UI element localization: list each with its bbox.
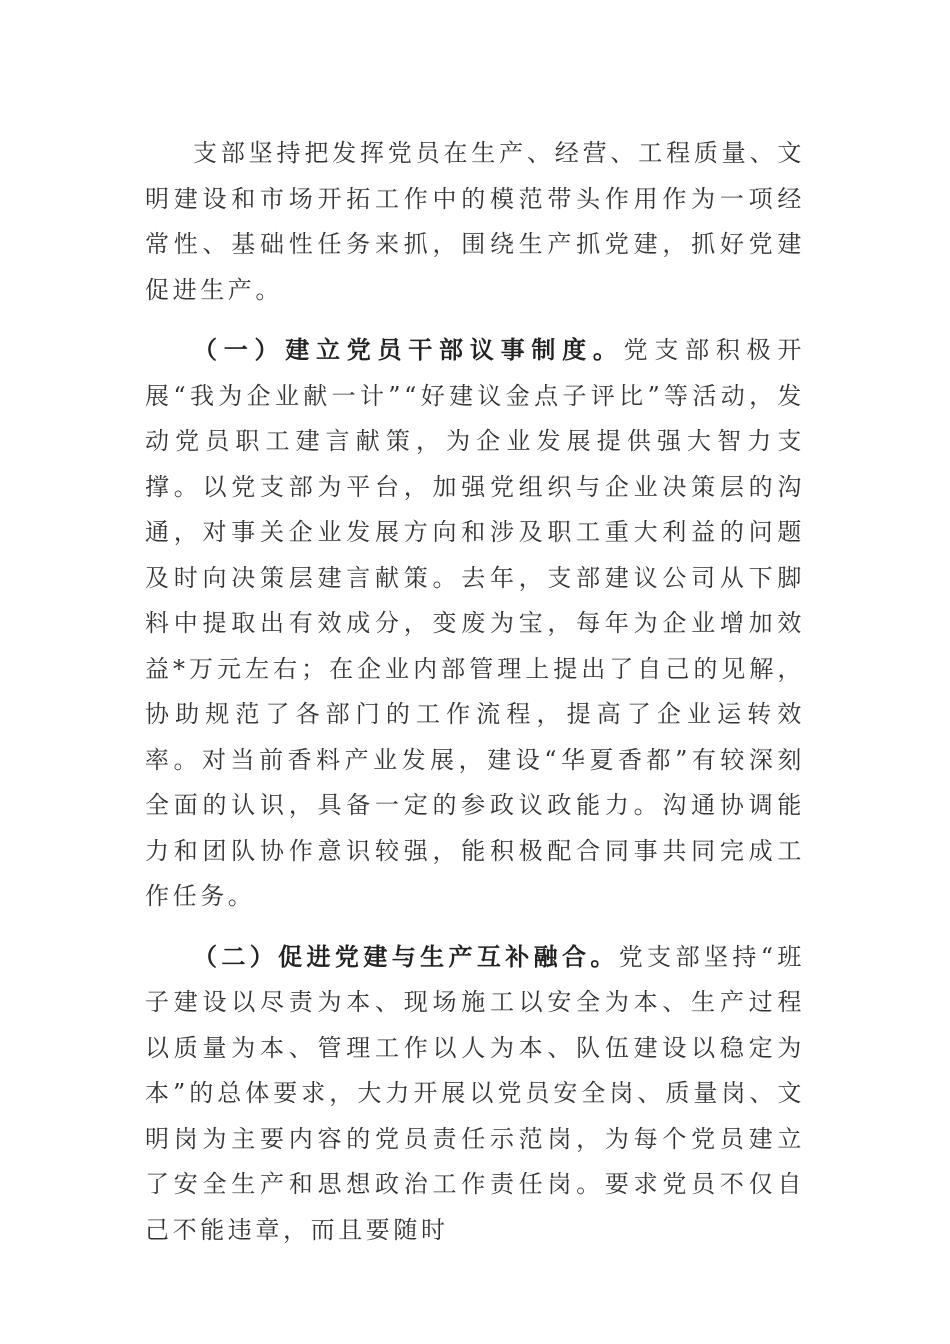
paragraph-intro	[145, 131, 805, 313]
paragraph-body: 支部坚持把发挥党员在生产、经营、工程质量、文明建设和市场开拓工作中的模范带头作用作为一项经常性、基础性任务来抓，围绕生产抓党建，抓好党建促进生产。	[145, 139, 805, 304]
paragraph-body: 党支部积极开展“我为企业献一计”“好建议金点子评比”等活动，发动党员职工建言献策，为企业发展提供强大智力支撑。以党支部为平台，加强党组织与企业决策层的沟通，对事关企业发展方向和涉及职工重大利益的问题及时向决策层建言献策。去年，支部建议公司从下脚料中提取出有效成分，变废为宝，每年为企业增加效益*万元左右；在企业内部管理上提出了自己的见解，协助规范了各部门的工作流程，提高了企业运转效率。对当前香料产业发展，建设“华夏香都”有较深刻全面的认识，具备一定的参政议政能力。沟通协调能力和团队协作意识较强，能积极配合同事共同完成工作任务。	[145, 336, 805, 910]
paragraph-body: 党支部坚持“班子建设以尽责为本、现场施工以安全为本、生产过程以质量为本、管理工作以人为本、队伍建设以稳定为本”的总体要求，大力开展以党员安全岗、质量岗、文明岗为主要内容的党员责任示范岗，为每个党员建立了安全生产和思想政治工作责任岗。要求党员不仅自己不能违章，而且要随时	[145, 942, 805, 1244]
paragraph-section-1	[145, 328, 805, 920]
section-heading: （一）建立党员干部议事制度。	[193, 336, 624, 364]
document-body	[145, 131, 805, 1253]
paragraph-section-2	[145, 935, 805, 1254]
section-heading: （二）促进党建与生产互补融合。	[193, 942, 619, 971]
